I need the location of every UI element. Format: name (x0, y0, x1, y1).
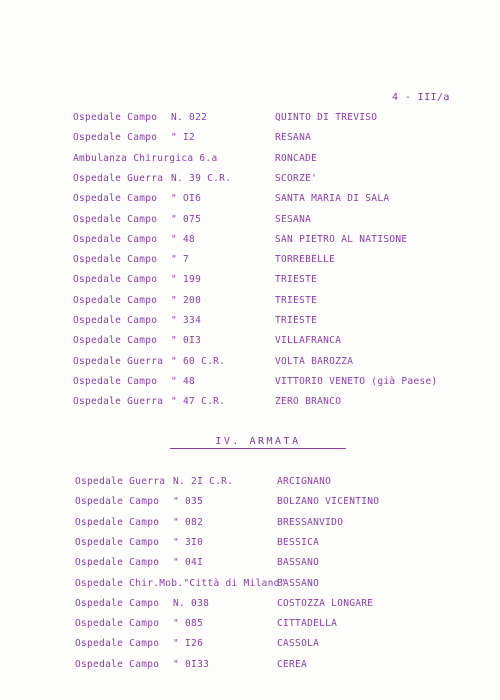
hospital-number: " 3I0 (173, 536, 204, 548)
hospital-location: SCORZE' (275, 172, 318, 184)
hospital-location: CASSOLA (277, 638, 320, 650)
hospital-number: " OI6 (171, 193, 202, 205)
hospital-location: VITTORIO VENETO (già Paese) (275, 375, 438, 387)
hospital-type: Ospedale Campo (73, 294, 158, 306)
hospital-type: Ospedale Campo (75, 597, 160, 609)
hospital-number: " 200 (171, 294, 202, 306)
hospital-number: " 48 (171, 233, 196, 245)
hospital-location: TRIESTE (275, 294, 318, 306)
hospital-location: VILLAFRANCA (275, 335, 342, 347)
section-title: IV. ARMATA (170, 436, 346, 449)
hospital-type: Ospedale Chir.Mob."Città di Milano" (75, 577, 286, 589)
hospital-location: TRIESTE (275, 315, 318, 326)
hospital-location: CITTADELLA (277, 618, 338, 630)
hospital-location: COSTOZZA LONGARE (277, 597, 374, 609)
hospital-number: " I2 (171, 132, 196, 144)
hospital-location: TRIESTE (275, 274, 318, 286)
hospital-number: " 334 (171, 315, 202, 326)
hospital-type: Ospedale Campo (73, 132, 158, 144)
hospital-location: BASSANO (277, 557, 320, 569)
hospital-location: TORREBELLE (275, 254, 336, 266)
hospital-number: " 199 (171, 274, 202, 286)
hospital-number: " 48 (171, 375, 196, 387)
hospital-number: " 47 C.R. (171, 396, 226, 408)
hospital-number: " 0I33 (173, 658, 210, 670)
hospital-type: Ospedale Guerra (73, 172, 164, 184)
hospital-type: Ospedale Campo (73, 112, 158, 123)
hospital-location: SAN PIETRO AL NATISONE (275, 233, 408, 245)
hospital-number: N. 2I C.R. (173, 476, 234, 487)
hospital-number: " I26 (173, 638, 204, 650)
hospital-type: Ospedale Campo (73, 213, 158, 225)
hospital-type: Ospedale Guerra (73, 396, 164, 408)
hospital-number: " 60 C.R. (171, 355, 226, 367)
hospital-number: " 075 (171, 213, 202, 225)
hospital-location: BASSANO (277, 577, 320, 589)
hospital-location: BOLZANO VICENTINO (277, 496, 380, 508)
hospital-number: " 04I (173, 557, 204, 569)
hospital-number: " 082 (173, 516, 204, 528)
hospital-type: Ospedale Campo (73, 375, 158, 387)
hospital-location: QUINTO DI TREVISO (275, 112, 378, 123)
hospital-type: Ospedale Campo (75, 496, 160, 508)
hospital-type: Ambulanza Chirurgica 6.a (73, 152, 218, 164)
hospital-type: Ospedale Campo (73, 193, 158, 205)
hospital-type: Ospedale Campo (75, 658, 160, 670)
hospital-number: " 7 (171, 254, 190, 266)
hospital-number: N. 022 (171, 112, 208, 123)
hospital-type: Ospedale Campo (75, 536, 160, 548)
hospital-number: " 0I3 (171, 335, 202, 347)
hospital-type: Ospedale Campo (75, 516, 160, 528)
hospital-location: ARCIGNANO (277, 476, 332, 487)
hospital-type: Ospedale Guerra (75, 476, 166, 487)
hospital-type: Ospedale Campo (75, 618, 160, 630)
hospital-location: BESSICA (277, 536, 320, 548)
hospital-location: RESANA (275, 132, 312, 144)
hospital-number: N. 038 (173, 597, 210, 609)
hospital-location: CEREA (277, 658, 308, 670)
hospital-location: BRESSANVIDO (277, 516, 344, 528)
hospital-type: Ospedale Campo (73, 274, 158, 286)
hospital-number: " 085 (173, 618, 204, 630)
page-number: 4 - III/a (392, 92, 450, 103)
hospital-type: Ospedale Campo (73, 233, 158, 245)
hospital-location: VOLTA BAROZZA (275, 355, 354, 367)
hospital-type: Ospedale Campo (73, 315, 158, 326)
hospital-number: N. 39 C.R. (171, 172, 232, 184)
hospital-location: SANTA MARIA DI SALA (275, 193, 390, 205)
hospital-type: Ospedale Guerra (73, 355, 164, 367)
hospital-type: Ospedale Campo (73, 335, 158, 347)
hospital-type: Ospedale Campo (73, 254, 158, 266)
hospital-location: RONCADE (275, 152, 318, 164)
hospital-type: Ospedale Campo (75, 557, 160, 569)
hospital-number: " 035 (173, 496, 204, 508)
hospital-location: ZERO BRANCO (275, 396, 342, 408)
hospital-type: Ospedale Campo (75, 638, 160, 650)
hospital-location: SESANA (275, 213, 312, 225)
